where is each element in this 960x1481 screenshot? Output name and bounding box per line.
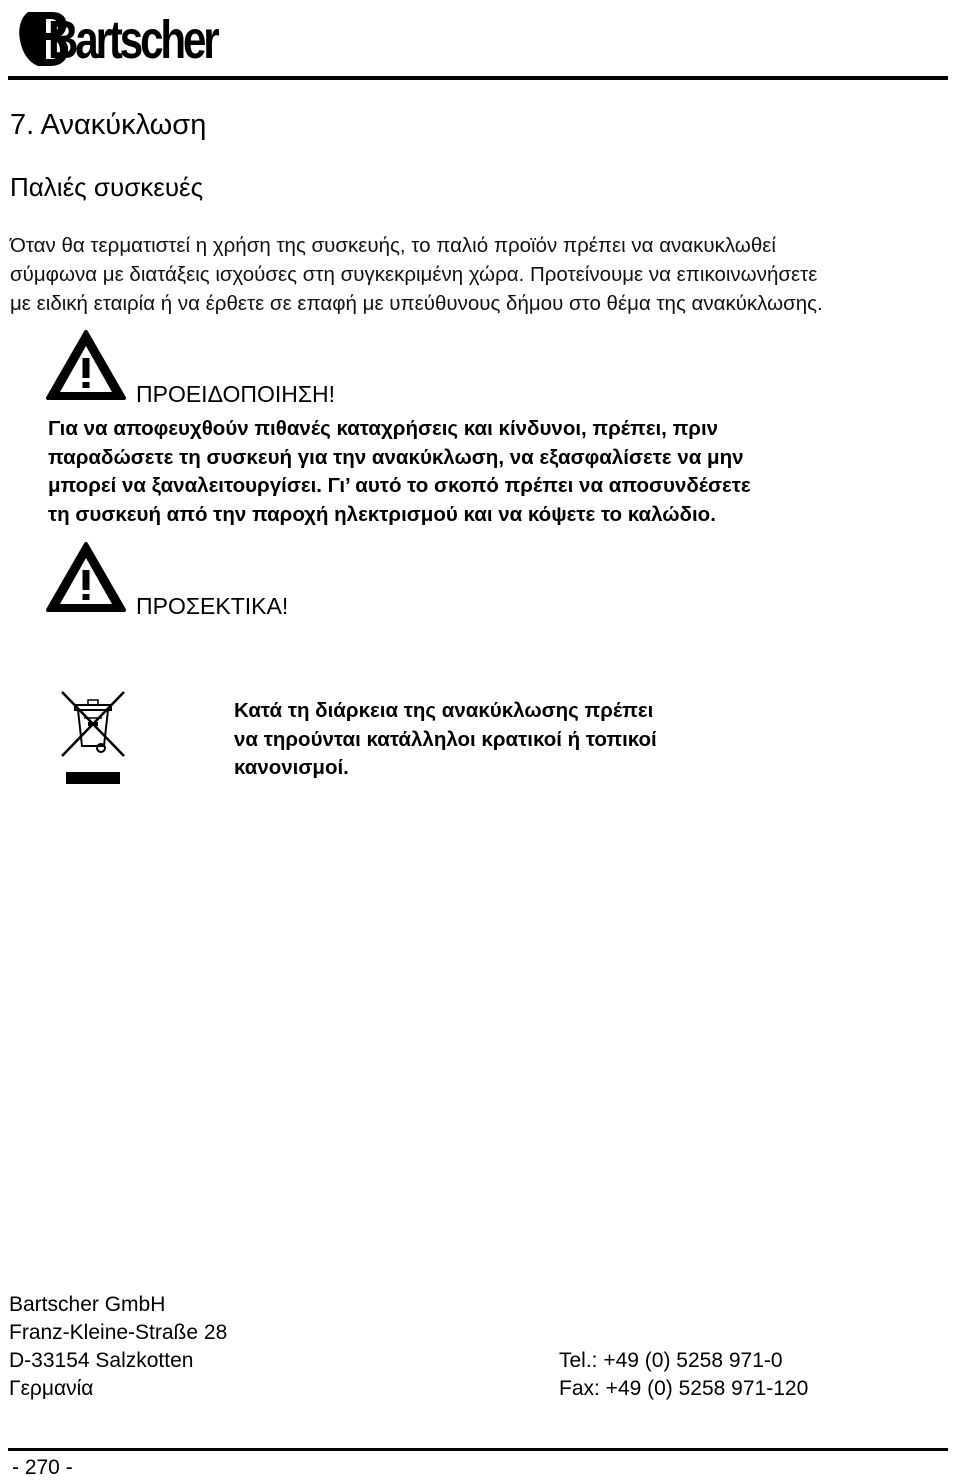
recycling-line: κανονισμοί. <box>234 756 349 779</box>
recycling-line: Κατά τη διάρκεια της ανακύκλωσης πρέπει <box>234 699 654 722</box>
section-title: 7. Ανακύκλωση <box>10 109 207 141</box>
address-line: Bartscher GmbH <box>9 1293 166 1316</box>
warning-line: Για να αποφευχθούν πιθανές καταχρήσεις και κίνδυνοι, πρέπει, πριν <box>48 417 719 440</box>
caution-label: ΠΡΟΣΕΚΤΙΚΑ! <box>136 593 289 619</box>
recycling-notice <box>234 697 834 783</box>
crossed-out-wheelie-bin-icon <box>48 688 138 788</box>
recycling-line: να τηρούνται κατάλληλοι κρατικοί ή τοπικοί <box>234 727 657 751</box>
fax: Fax: +49 (0) 5258 971-120 <box>559 1377 809 1400</box>
intro-line: με ειδική εταιρία ή να έρθετε σε επαφή με υπεύθυνους δήμου στο θέμα της ανακύκλωσης. <box>10 292 823 315</box>
address-line: D-33154 Salzkotten <box>9 1349 194 1372</box>
page-number: - 270 - <box>12 1456 73 1479</box>
warning-line: μπορεί να ξαναλειτουργίσει. Γι’ αυτό το σκοπό πρέπει να αποσυνδέσετε <box>48 474 751 497</box>
header-divider <box>8 76 948 80</box>
intro-line: Όταν θα τερματιστεί η χρήση της συσκευής, το παλιό προϊόν πρέπει να ανακυκλωθεί <box>10 234 776 257</box>
warning-paragraph <box>48 415 928 529</box>
address-line: Franz-Kleine-Straße 28 <box>9 1321 228 1344</box>
bartscher-logo <box>14 6 254 70</box>
subsection-title: Παλιές συσκευές <box>10 172 204 202</box>
address-line: Γερμανία <box>9 1377 94 1400</box>
warning-triangle-icon <box>44 328 128 402</box>
telephone: Tel.: +49 (0) 5258 971-0 <box>559 1349 783 1372</box>
footer-divider <box>8 1448 948 1451</box>
warning-line: παραδώσετε τη συσκευή για την ανακύκλωση, να εξασφαλίσετε να μην <box>48 445 744 469</box>
warning-line: τη συσκευή από την παροχή ηλεκτρισμού και να κόψετε το καλώδιο. <box>48 502 716 526</box>
brand-wordmark: Bartscher <box>48 10 217 70</box>
company-address <box>9 1291 227 1403</box>
company-contact <box>559 1347 808 1403</box>
intro-paragraph <box>10 231 940 318</box>
intro-line: σύμφωνα με διατάξεις ισχούσες στη συγκεκριμένη χώρα. Προτείνουμε να επικοινωνήσετε <box>10 263 818 286</box>
warning-triangle-icon <box>44 540 128 614</box>
warning-label: ΠΡΟΕΙΔΟΠΟΙΗΣΗ! <box>136 381 336 407</box>
